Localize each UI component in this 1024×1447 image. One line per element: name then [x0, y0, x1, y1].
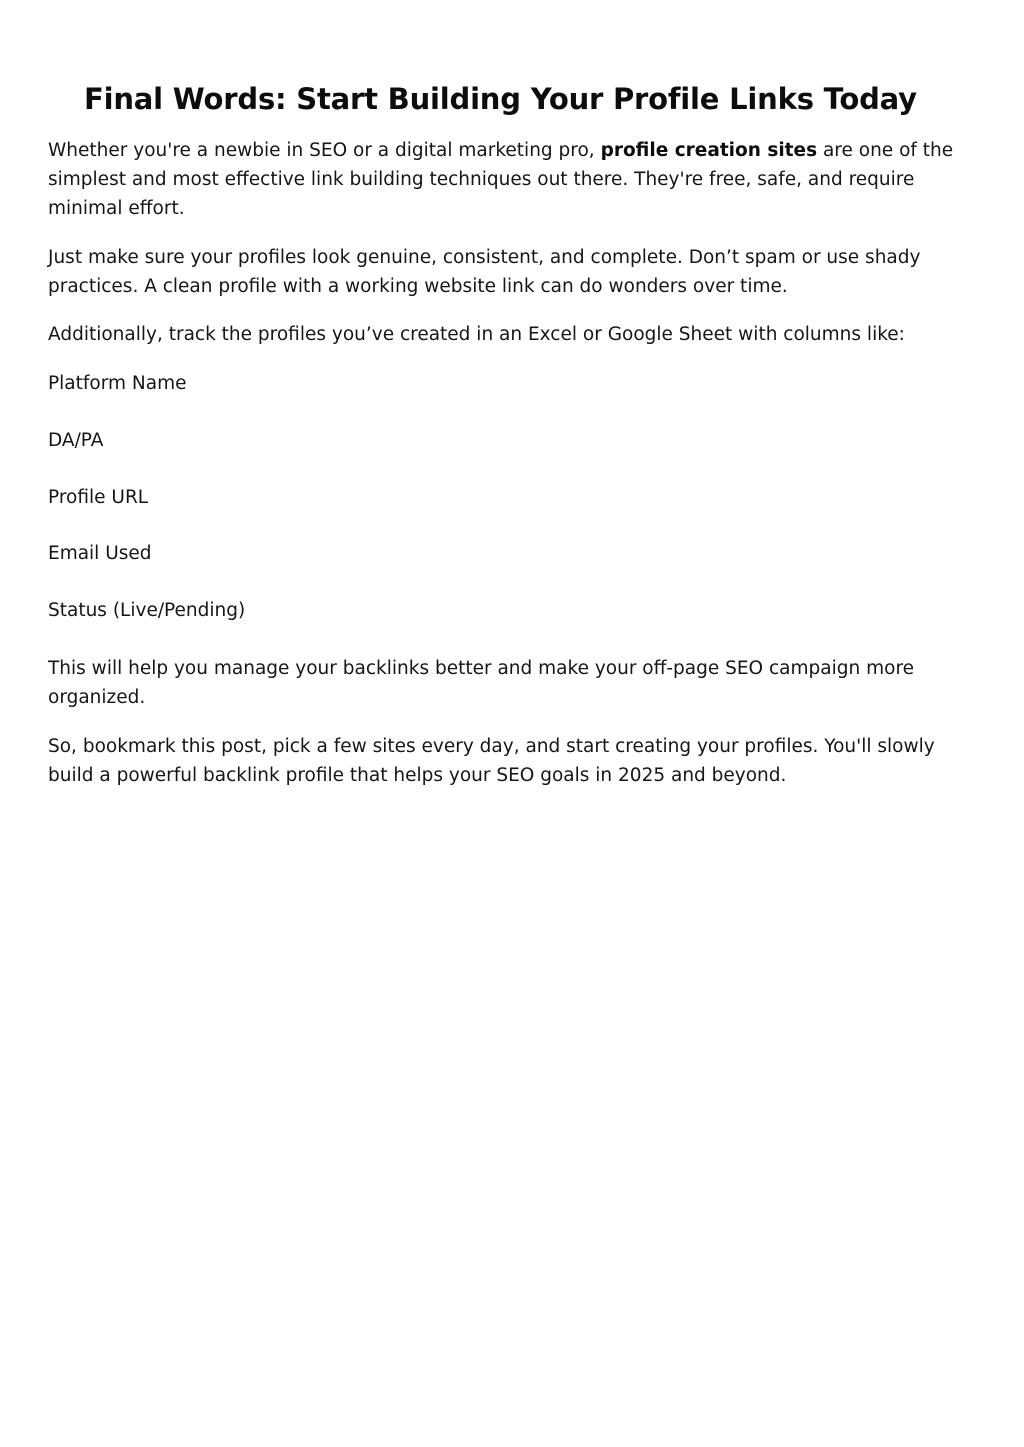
intro-text-end: are one of the simplest and most effective link building techniques out there. They're free, safe, and require minimal effort. [48, 140, 954, 219]
intro-text-start: Whether you're a newbie in SEO or a digital marketing pro, [48, 140, 601, 161]
column-item-da-pa: DA/PA [48, 429, 104, 451]
closing-paragraph: So, bookmark this post, pick a few sites every day, and start creating your profiles. You'll slowly build a powerful backlink profile that helps your SEO goals in 2025 and beyond. [48, 736, 935, 786]
column-item-profile-url: Profile URL [48, 486, 149, 508]
column-item-status: Status (Live/Pending) [48, 600, 246, 622]
page-title: Final Words: Start Building Your Profile Links Today [84, 82, 917, 116]
advice-paragraph: Just make sure your profiles look genuine, consistent, and complete. Don’t spam or use shady practices. A clean profile with a working website link can do wonders over time. [48, 247, 921, 297]
benefit-paragraph: This will help you manage your backlinks better and make your off-page SEO campaign more organized. [48, 658, 915, 708]
tracking-columns-list [48, 370, 245, 654]
column-item-platform-name: Platform Name [48, 373, 187, 394]
tracking-paragraph: Additionally, track the profiles you’ve created in an Excel or Google Sheet with columns like: [48, 324, 905, 345]
column-item-email-used: Email Used [48, 543, 152, 565]
profile-creation-sites-bold: profile creation sites [600, 140, 818, 161]
intro-paragraph [48, 137, 978, 223]
